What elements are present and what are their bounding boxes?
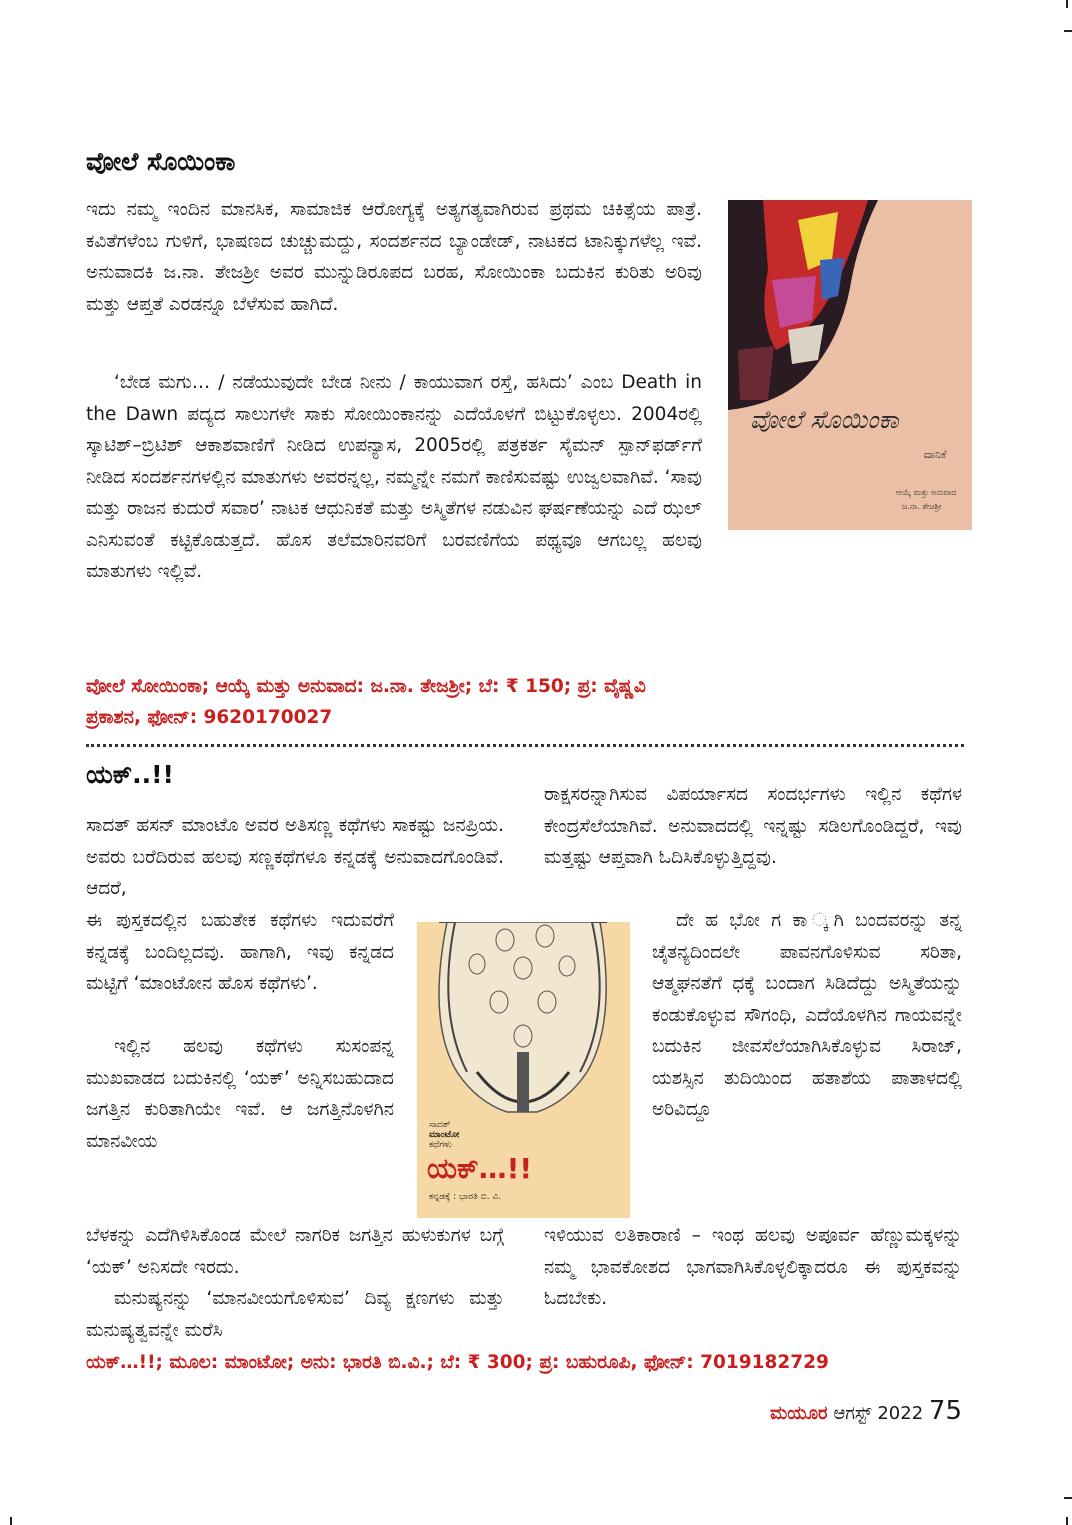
page-footer (0, 1396, 962, 1426)
crop-mark (1064, 30, 1072, 32)
cover-line1: ಆಯ್ಕೆ ಮತ್ತು ಅನುವಾದ (896, 488, 957, 497)
review2-para7: ದೇ ಹ ಭೋ ಗ ಕಾ ್ಕಗಿ ಬಂದವರನ್ನು ತನ್ನ ಚೈತನ್ಯದಿಂದಲೇ ಪಾವನಗೊಳಿಸುವ ಸರಿತಾ, ಆತ್ಮಘನತೆಗೆ ಧಕ್ಕೆ ಬಂದಾಗ ಸಿಡಿದೆದ್ದು ಅಸ್ಮಿತೆಯನ್ನು ಕಂಡುಕೊಳ್ಳುವ ಸೌಗಂಧಿ, ಎದೆಯೊಳಗಿನ ಗಾಯವನ್ನೇ ಬದುಕಿನ ಜೀವಸೆಲೆಯಾಗಿಸಿಕೊಳ್ಳುವ ಸಿರಾಜ್, ಯಶಸ್ಸಿನ ತುದಿಯಿಂದ ಹತಾಶೆಯ ಪಾತಾಳದಲ್ಲಿ ಅರಿವಿದ್ದೂ (652, 910, 962, 1120)
book-cover-yak (417, 922, 630, 1218)
crop-mark (1064, 1497, 1072, 1499)
review2-para5: ಮನುಷ್ಯನನ್ನು ‘ಮಾನವೀಯಗೊಳಿಸುವ’ ದಿವ್ಯ ಕ್ಷಣಗಳು ಮತ್ತು ಮನುಷ್ಯತ್ವವನ್ನೇ ಮರೆಸಿ (86, 1288, 504, 1341)
issue-year: 2022 (877, 1403, 924, 1424)
review1-para1: ಇದು ನಮ್ಮ ಇಂದಿನ ಮಾನಸಿಕ, ಸಾಮಾಜಿಕ ಆರೋಗ್ಯಕ್ಕೆ ಅತ್ಯಗತ್ಯವಾಗಿರುವ ಪ್ರಥಮ ಚಿಕಿತ್ಸೆಯ ಪಾತ್ರೆ. ಕವಿತೆಗಳೆಂಬ ಗುಳಿಗೆ, ಭಾಷಣದ ಚುಚ್ಚುಮದ್ದು, ಸಂದರ್ಶನದ ಬ್ಯಾಂಡೇಡ್, ನಾಟಕದ ಟಾನಿಕ್ಕುಗಳೆಲ್ಲ ಇವೆ. ಅನುವಾದಕಿ ಜ.ನಾ. ತೇಜಶ್ರೀ ಅವರ ಮುನ್ನುಡಿರೂಪದ ಬರಹ, ಸೋಯಿಂಕಾ ಬದುಕಿನ ಕುರಿತು ಅರಿವು ಮತ್ತು ಆಪ್ತತೆ ಎರಡನ್ನೂ ಬೆಳೆಸುವ ಹಾಗಿದೆ. (86, 199, 702, 315)
crop-mark (10, 1517, 12, 1525)
cover-line2: ಜ.ನಾ. ತೇಜಶ್ರೀ (902, 502, 942, 511)
review2-para1: ಸಾದತ್ ಹಸನ್ ಮಾಂಟೊ ಅವರ ಅತಿಸಣ್ಣ ಕಥೆಗಳು ಸಾಕಷ್ಟು ಜನಪ್ರಿಯ. ಅವರು ಬರೆದಿರುವ ಹಲವು ಸಣ್ಣಕಥೆಗಳೂ ಕನ್ನಡಕ್ಕೆ ಅನುವಾದಗೊಂಡಿವೆ. ಆದರೆ, (86, 815, 504, 899)
review2-para8: ಇಳಿಯುವ ಲತಿಕಾರಾಣಿ – ಇಂಥ ಹಲವು ಅಪೂರ್ವ ಹೆಣ್ಣುಮಕ್ಕಳನ್ನು ನಮ್ಮ ಭಾವಕೋಶದ ಭಾಗವಾಗಿಸಿಕೊಳ್ಳಲಿಕ್ಕಾದರೂ ಈ ಪುಸ್ತಕವನ್ನು ಓದಬೇಕು. (544, 1225, 962, 1309)
crop-mark (1066, 0, 1068, 8)
cover-subtitle: ದಾನಿಕೆ (924, 448, 947, 461)
review2-title: ಯಕ್..!! (86, 760, 174, 789)
review1-credit: ವೋಲೆ ಸೋಯಿಂಕಾ; ಆಯ್ಕೆ ಮತ್ತು ಅನುವಾದ: ಜ.ನಾ. ತೇಜಶ್ರೀ; ಬೆ: ₹ 150; ಪ್ರ: ವೈಷ್ಣವಿ ಪ್ರಕಾಶನ, ಫೋನ್: 9620170027 (86, 676, 646, 728)
page-number: 75 (928, 1396, 962, 1426)
review2-para6: ರಾಕ್ಷಸರನ್ನಾಗಿಸುವ ವಿಪರ್ಯಾಸದ ಸಂದರ್ಭಗಳು ಇಲ್ಲಿನ ಕಥೆಗಳ ಕೇಂದ್ರಸೆಲೆಯಾಗಿವೆ. ಅನುವಾದದಲ್ಲಿ ಇನ್ನಷ್ಟು ಸಡಿಲಗೊಂಡಿದ್ದರೆ, ಇವು ಮತ್ತಷ್ಟು ಆಪ್ತವಾಗಿ ಓದಿಸಿಕೊಳ್ಳುತ್ತಿದ್ದವು. (544, 784, 962, 868)
book-cover-soyinka (728, 200, 972, 530)
cover-translator: ಕನ್ನಡಕ್ಕೆ : ಭಾರತಿ ಬಿ. ವಿ. (429, 1192, 502, 1202)
section-divider (86, 744, 964, 747)
review2-para2: ಈ ಪುಸ್ತಕದಲ್ಲಿನ ಬಹುತೇಕ ಕಥೆಗಳು ಇದುವರೆಗೆ ಕನ್ನಡಕ್ಕೆ ಬಂದಿಲ್ಲದವು. ಹಾಗಾಗಿ, ಇವು ಕನ್ನಡದ ಮಟ್ಟಿಗೆ ‘ಮಾಂಟೋನ ಹೊಸ ಕಥೆಗಳು’. (86, 910, 394, 994)
crop-mark (1066, 1517, 1068, 1525)
cover-artwork (728, 200, 972, 530)
cover-title: ಯಕ್…!! (427, 1152, 533, 1185)
cover-title: ವೋಲೆ ಸೊಯಿಂಕಾ (750, 405, 899, 434)
magazine-name: ಮಯೂರ (770, 1403, 828, 1424)
cover-line1: ಸಾದತ್ (429, 1120, 451, 1130)
issue-month: ಆಗಸ್ಟ್ (833, 1403, 872, 1424)
review2-para4: ಬೆಳಕನ್ನು ಎದೆಗಿಳಿಸಿಕೊಂಡ ಮೇಲೆ ನಾಗರಿಕ ಜಗತ್ತಿನ ಹುಳುಕುಗಳ ಬಗ್ಗೆ ‘ಯಕ್’ ಅನಿಸದೇ ಇರದು. (86, 1225, 504, 1278)
cover-line2: ಮಾಂಟೋ (429, 1130, 460, 1140)
review1-para2: ‘ಬೇಡ ಮಗು… / ನಡೆಯುವುದೇ ಬೇಡ ನೀನು / ಕಾಯುವಾಗ ರಸ್ತೆ, ಹಸಿದು’ ಎಂಬ Death in the Dawn ಪದ್ಯದ ಸಾಲುಗಳೇ ಸಾಕು ಸೋಯಿಂಕಾನನ್ನು ಎದೆಯೊಳಗೆ ಬಿಟ್ಟುಕೊಳ್ಳಲು. 2004ರಲ್ಲಿ ಸ್ಕಾಟಿಶ್–ಬ್ರಿಟಿಶ್ ಆಕಾಶವಾಣಿಗೆ ನೀಡಿದ ಉಪನ್ಯಾಸ, 2005ರಲ್ಲಿ ಪತ್ರಕರ್ತ ಸೈಮನ್ ಸ್ಪಾನ್‌ಫರ್ಡ್‌ಗೆ ನೀಡಿದ ಸಂದರ್ಶನಗಳಲ್ಲಿನ ಮಾತುಗಳು ಅವರನ್ನಲ್ಲ, ನಮ್ಮನ್ನೇ ನಮಗೆ ಕಾಣಿಸುವಷ್ಟು ಉಜ್ವಲವಾಗಿವೆ. ‘ಸಾವು ಮತ್ತು ರಾಜನ ಕುದುರೆ ಸವಾರ’ ನಾಟಕ ಆಧುನಿಕತೆ ಮತ್ತು ಅಸ್ಮಿತೆಗಳ ನಡುವಿನ ಘರ್ಷಣೆಯನ್ನು ಎದೆ ಝಲ್ ಎನಿಸುವಂತೆ ಕಟ್ಟಿಕೊಡುತ್ತದೆ. ಹೊಸ ತಲೆಮಾರಿನವರಿಗೆ ಬರವಣಿಗೆಯ ಪಥ್ಯವೂ ಆಗಬಲ್ಲ ಹಲವು ಮಾತುಗಳು ಇಲ್ಲಿವೆ. (86, 372, 702, 582)
review2-para3: ಇಲ್ಲಿನ ಹಲವು ಕಥೆಗಳು ಸುಸಂಪನ್ನ ಮುಖವಾಡದ ಬದುಕಿನಲ್ಲಿ ‘ಯಕ್’ ಅನ್ನಿಸಬಹುದಾದ ಜಗತ್ತಿನ ಕುರಿತಾಗಿಯೇ ಇವೆ. ಆ ಜಗತ್ತಿನೊಳಗಿನ ಮಾನವೀಯ (86, 1036, 394, 1152)
review2-credit: ಯಕ್…!!; ಮೂಲ: ಮಾಂಟೋ; ಅನು: ಭಾರತಿ ಬಿ.ವಿ.; ಬೆ: ₹ 300; ಪ್ರ: ಬಹುರೂಪಿ, ಫೋನ್: 7019182729 (86, 1352, 829, 1373)
cover-line3: ಕಥೆಗಳು (429, 1140, 452, 1150)
review1-title: ವೋಲೆ ಸೊಯಿಂಕಾ (86, 147, 236, 176)
